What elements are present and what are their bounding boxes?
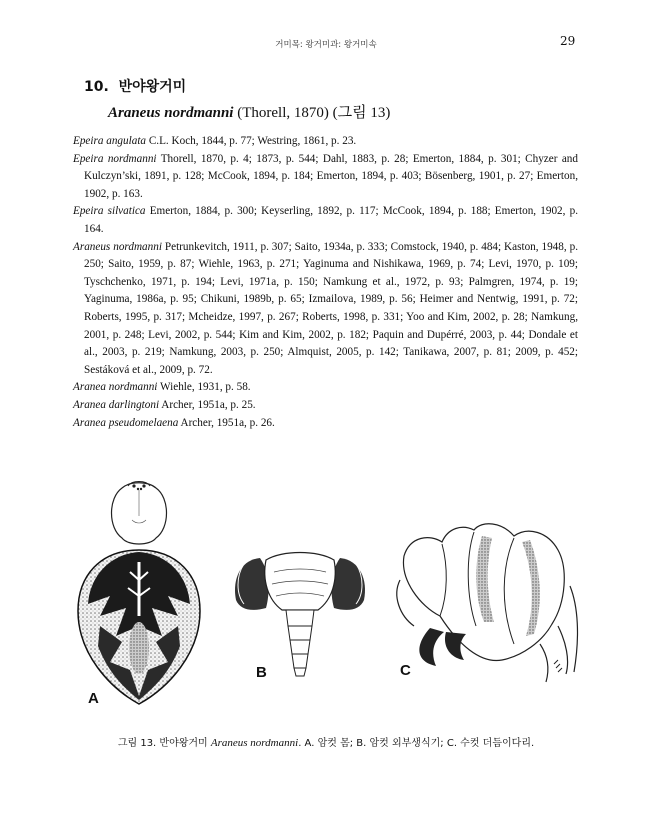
synonym-name: Aranea nordmanni [73,381,158,394]
species-scientific-name: Araneus nordmanni [108,105,234,121]
synonym-refs: C.L. Koch, 1844, p. 77; Westring, 1861, p. 23. [146,135,357,147]
synonym-refs: Archer, 1951a, p. 26. [178,416,275,429]
synonym-entry [73,133,578,151]
synonym-entry [73,239,578,380]
synonym-name: Aranea pseudomelaena [73,416,179,429]
caption-species: Araneus nordmanni [210,737,299,749]
panel-a-label: A [88,690,99,707]
synonym-name: Epeira angulata [73,135,147,147]
synonym-refs: Petrunkevitch, 1911, p. 307; Saito, 1934a, p. 333; Comstock, 1940, p. 484; Kaston, 1948, p. 250; Saito, 1959, p. 87; Wiehle, 1963, p. 271; Yaginuma and Nishikawa, 1969, p. 74; Levi, 1970, p. 109; Tyschchenko, 1971, p. 194; Levi, 1971a, p. 150; Namkung et al., 1972, p. 93; Palmgren, 1974, p. 19; Yaginuma, 1986a, p. 95; Chikuni, 1989b, p. 65; Izmailova, 1989, p. 56; Heimer and Nentwig, 1991, p. 72; Roberts, 1995, p. 317; Mcheidze, 1997, p. 267; Roberts, 1998, p. 331; Yoo and Kim, 2002, p. 28; Namkung, 2001, p. 248; Levi, 2002, p. 544; Kim and Kim, 2002, p. 182; Paquin and Dupérré, 2003, p. 44; Dondale et al., 2003, p. 219; Namkung, 2003, p. 250; Almquist, 2005, p. 142; Tanikawa, 2007, p. 81; 2009, p. 452; Sestáková et al., 2009, p. 72. [84,240,579,376]
synonym-entry [73,379,578,397]
species-number: 10. [84,79,109,95]
species-heading [84,76,390,122]
species-korean-name: 반야왕거미 [118,79,187,95]
caption-prefix: 그림 13. 반야왕거미 [117,738,211,749]
synonym-refs: Thorell, 1870, p. 4; 1873, p. 544; Dahl, 1883, p. 28; Emerton, 1884, p. 301; Chyzer and Kulczyn’ski, 1891, p. 128; McCook, 1894, p. 184; Emerton, 1894, p. 403; Bösenberg, 1901, p. 27; Emerton, 1902, p. 163. [84,152,578,200]
synonymy-list [73,133,578,432]
synonym-name: Aranea darlingtoni [73,398,160,411]
synonym-refs: Archer, 1951a, p. 25. [159,398,256,411]
panel-c-label: C [400,662,411,679]
synonym-name: Epeira silvatica [73,205,146,218]
synonym-name: Epeira nordmanni [73,152,157,165]
figure-illustration [70,476,590,716]
synonym-entry [73,415,578,433]
species-figure-ref: (그림 13) [332,105,391,121]
panel-a-female-body [78,482,200,705]
synonym-refs: Wiehle, 1931, p. 58. [157,381,251,394]
caption-suffix: . A. 암컷 몸; B. 암컷 외부생식기; C. 수컷 더듬이다리. [298,738,535,749]
running-head: 거미목: 왕거미과: 왕거미속 [275,40,377,50]
synonym-name: Araneus nordmanni [73,240,162,253]
synonym-entry [73,151,578,204]
synonym-refs: Emerton, 1884, p. 300; Keyserling, 1892, p. 117; McCook, 1894, p. 188; Emerton, 1902, p. 164. [84,205,579,235]
synonym-entry [73,397,578,415]
species-authority: (Thorell, 1870) [237,105,329,121]
page-number: 29 [560,34,576,48]
species-title-line [84,76,390,96]
figure-caption [0,734,652,749]
panel-b-female-epigynum [235,553,365,677]
panel-c-male-palp [397,524,578,682]
species-scientific-line [84,101,390,122]
panel-b-label: B [256,664,267,681]
synonym-entry [73,203,578,238]
figure-13 [70,476,590,716]
